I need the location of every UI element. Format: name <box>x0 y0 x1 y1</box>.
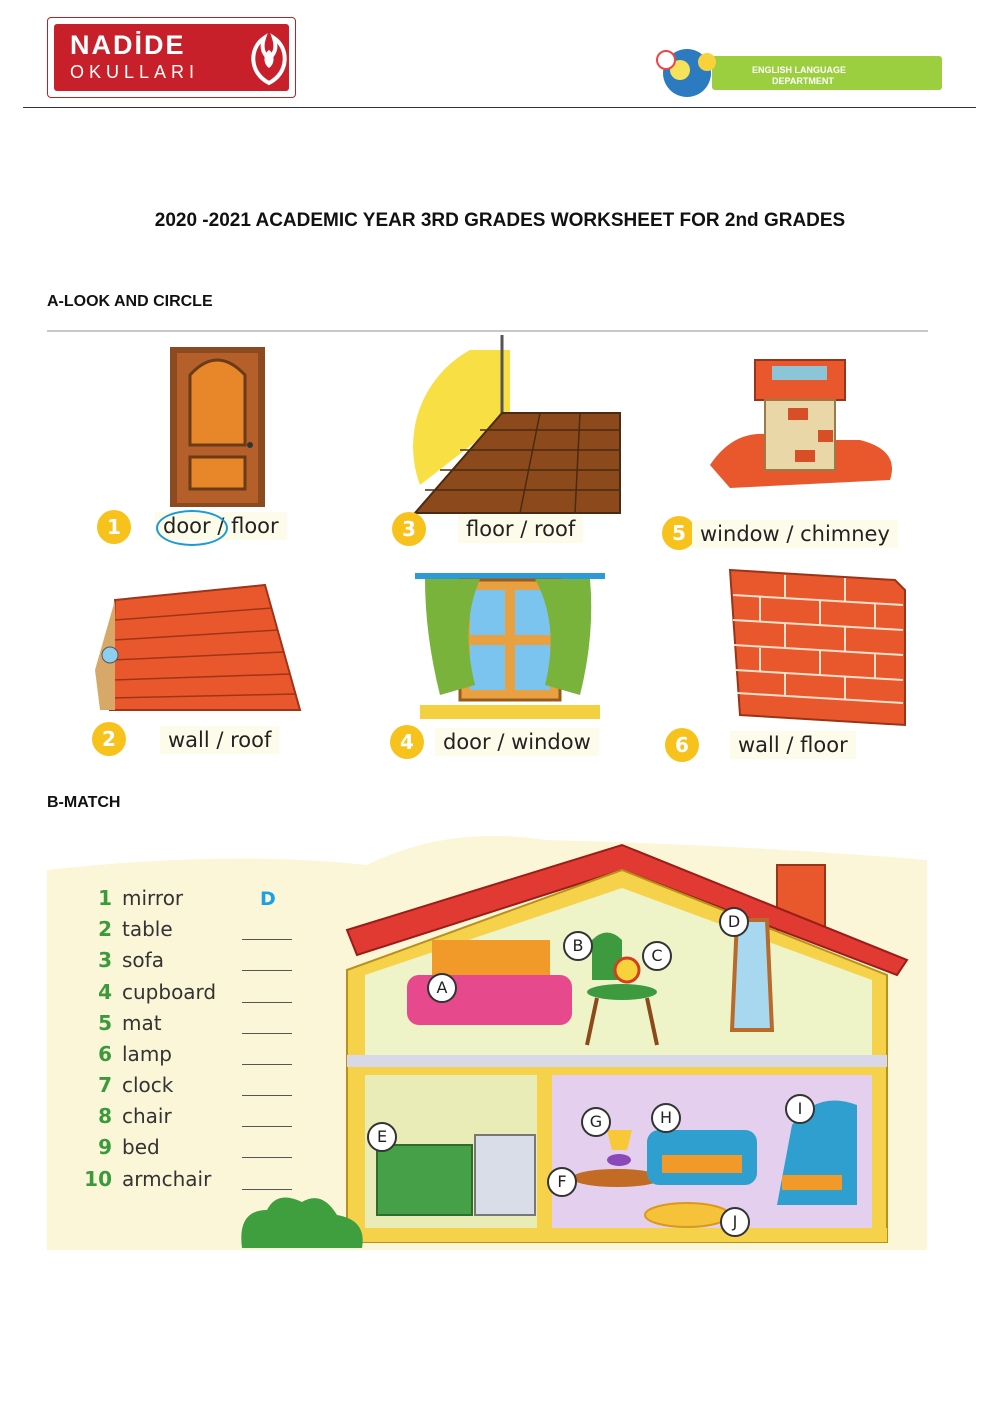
match-number: 8 <box>98 1104 112 1128</box>
house-letter-d: D <box>719 907 749 937</box>
house-letter-j: J <box>720 1207 750 1237</box>
header-divider <box>23 107 976 108</box>
match-number: 10 <box>84 1167 112 1191</box>
match-row <box>82 1167 302 1198</box>
house-letter-c: C <box>642 941 672 971</box>
house-letter-b: B <box>563 931 593 961</box>
match-word: mat <box>122 1011 162 1035</box>
badge-1: 1 <box>97 510 131 544</box>
house-letter-f: F <box>547 1167 577 1197</box>
match-row <box>82 1104 302 1135</box>
match-word: cupboard <box>122 980 217 1004</box>
answer-circle <box>156 510 228 546</box>
label-wall-roof[interactable]: wall / roof <box>160 726 279 754</box>
door-picture <box>165 345 270 510</box>
label-door-floor[interactable]: door / floor <box>155 512 287 540</box>
wall-picture <box>725 565 910 730</box>
match-row <box>82 917 302 948</box>
match-row <box>82 980 302 1011</box>
answer-blank[interactable] <box>242 970 292 971</box>
badge-5: 5 <box>662 516 696 550</box>
match-word: mirror <box>122 886 184 910</box>
english-department-logo <box>652 48 944 98</box>
badge-6: 6 <box>665 728 699 762</box>
match-number: 4 <box>98 980 112 1004</box>
badge-3: 3 <box>392 512 426 546</box>
match-word: bed <box>122 1135 160 1159</box>
match-row <box>82 1073 302 1104</box>
worksheet-title: 2020 -2021 ACADEMIC YEAR 3RD GRADES WORKSHEET FOR 2nd GRADES <box>154 210 846 231</box>
house-letter-a: A <box>427 973 457 1003</box>
match-answer[interactable]: D <box>260 888 276 910</box>
match-row <box>82 1042 302 1073</box>
house-letter-e: E <box>367 1122 397 1152</box>
match-number: 9 <box>98 1135 112 1159</box>
house-letter-g: G <box>581 1107 611 1137</box>
answer-blank[interactable] <box>242 939 292 940</box>
answer-blank[interactable] <box>242 1189 292 1190</box>
match-number: 3 <box>98 948 112 972</box>
match-word: sofa <box>122 948 164 972</box>
badge-2: 2 <box>92 722 126 756</box>
match-row <box>82 886 302 917</box>
label-floor-roof[interactable]: floor / roof <box>458 515 583 543</box>
match-word: clock <box>122 1073 174 1097</box>
dept-text-2: DEPARTMENT <box>772 76 834 86</box>
match-word: chair <box>122 1104 172 1128</box>
logo-text-sub: OKULLARI <box>70 62 200 82</box>
match-number: 7 <box>98 1073 112 1097</box>
match-number: 5 <box>98 1011 112 1035</box>
match-number: 1 <box>98 886 112 910</box>
answer-blank[interactable] <box>242 1002 292 1003</box>
label-wall-floor[interactable]: wall / floor <box>730 731 856 759</box>
chimney-picture <box>700 350 900 490</box>
answer-blank[interactable] <box>242 1126 292 1127</box>
answer-blank[interactable] <box>242 1064 292 1065</box>
floor-picture <box>410 335 625 515</box>
window-picture <box>405 565 610 725</box>
section-b-heading: B-MATCH <box>47 794 121 811</box>
match-row <box>82 1135 302 1166</box>
match-row <box>82 1011 302 1042</box>
match-number: 2 <box>98 917 112 941</box>
label-window-chimney[interactable]: window / chimney <box>692 520 898 548</box>
dept-text-1: ENGLISH LANGUAGE <box>752 65 847 75</box>
rose-icon <box>244 28 294 88</box>
match-word: armchair <box>122 1167 212 1191</box>
roof-picture <box>90 580 305 715</box>
label-door-window[interactable]: door / window <box>435 728 599 756</box>
badge-4: 4 <box>390 725 424 759</box>
match-word: lamp <box>122 1042 172 1066</box>
logo-text-main: NADİDE <box>70 30 186 60</box>
match-word: table <box>122 917 173 941</box>
answer-blank[interactable] <box>242 1095 292 1096</box>
section-divider <box>47 330 928 332</box>
answer-blank[interactable] <box>242 1033 292 1034</box>
nadide-logo <box>47 17 296 98</box>
match-number: 6 <box>98 1042 112 1066</box>
house-letter-h: H <box>651 1103 681 1133</box>
house-letter-i: I <box>785 1094 815 1124</box>
answer-blank[interactable] <box>242 1157 292 1158</box>
section-a-heading: A-LOOK AND CIRCLE <box>47 293 213 310</box>
match-row <box>82 948 302 979</box>
